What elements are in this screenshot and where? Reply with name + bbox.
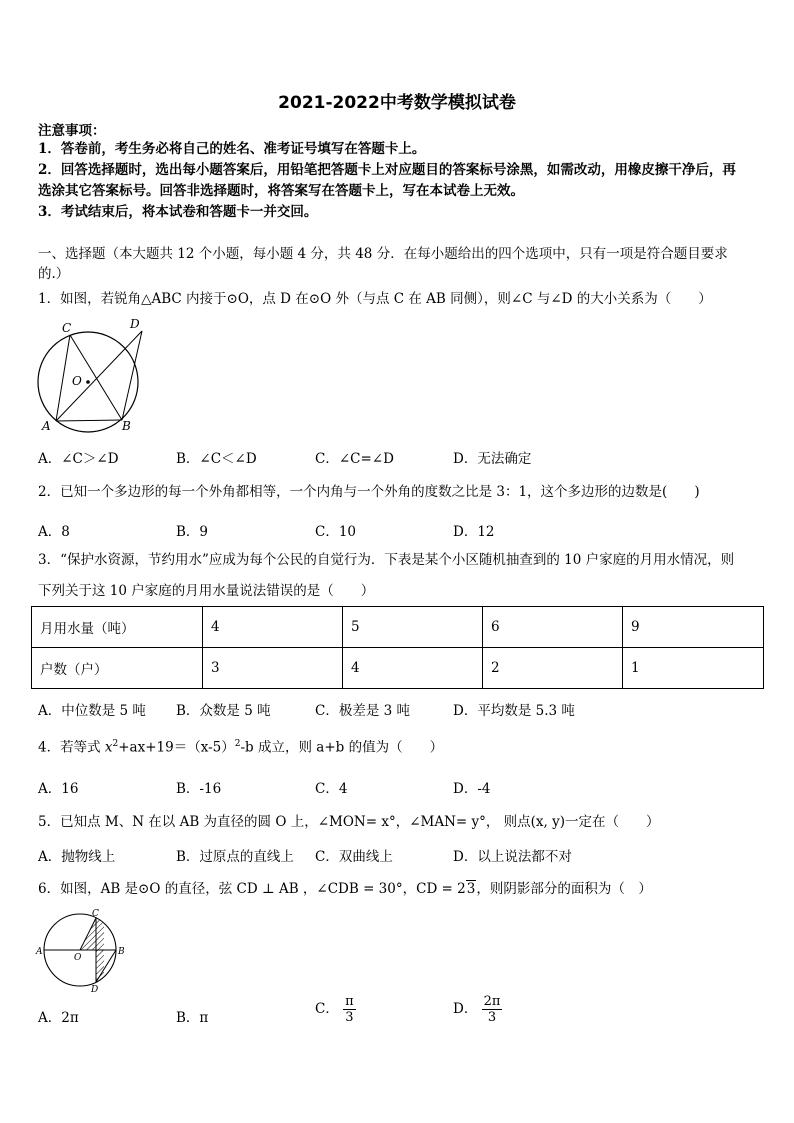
q1-stem: 1．如图，若锐角△ABC 内接于⊙O，点 D 在⊙O 外（与点 C 在 AB 同侧），则∠C 与∠D 的大小关系为（ ） xyxy=(38,291,712,307)
fraction-numerator: π xyxy=(345,994,354,1009)
q6-option-a: A．2π xyxy=(38,1010,79,1026)
q4-stem-var: x xyxy=(104,739,113,756)
q6-stem-part: ，则阴影部分的面积为（ ） xyxy=(476,881,652,897)
q2-option-a: A．8 xyxy=(38,524,70,540)
q5-stem: 5．已知点 M、N 在以 AB 为直径的圆 O 上，∠MON= x°，∠MAN= y°， 则点(x, y)一定在（ ） xyxy=(38,814,660,830)
fraction-denominator: 3 xyxy=(487,1010,497,1025)
table-cell: 9 xyxy=(623,607,764,648)
q3-stem-cont: 下列关于这 10 户家庭的月用水量说法错误的是（ ） xyxy=(38,583,375,599)
section-heading: 一、选择题（本大题共 12 个小题，每小题 4 分，共 48 分．在每小题给出的四个选项中，只有一项是符合题目要求 xyxy=(38,246,728,262)
q1-label-B: B xyxy=(122,419,131,433)
q6-option-b: B．π xyxy=(176,1010,209,1026)
q6-stem-part: 6．如图，AB 是⊙O 的直径，弦 CD ⊥ AB ，∠CDB = 30°，CD = 2 xyxy=(38,881,466,897)
table-cell-label: 月用水量（吨） xyxy=(32,607,203,648)
q6-option-c-fraction xyxy=(343,994,356,1025)
q6-label-A: A xyxy=(36,947,43,957)
q3-option-a: A．中位数是 5 吨 xyxy=(38,703,146,719)
exam-title: 2021-2022中考数学模拟试卷 xyxy=(278,93,516,113)
q4-option-b: B．-16 xyxy=(176,781,222,797)
notice-item-2: 2．回答选择题时，选出每小题答案后，用铅笔把答题卡上对应题目的答案标号涂黑，如需改动，用橡皮擦干净后，再 xyxy=(38,162,736,178)
q1-label-O: O xyxy=(72,374,82,388)
q6-label-B: B xyxy=(118,947,125,957)
q2-option-d: D．12 xyxy=(453,524,495,540)
q1-option-b: B．∠C＜∠D xyxy=(176,451,257,467)
q4-option-a: A．16 xyxy=(38,781,79,797)
q6-shade-upper xyxy=(80,918,104,950)
notice-heading: 注意事项： xyxy=(38,123,106,139)
notice-item-1: 1．答卷前，考生务必将自己的姓名、准考证号填写在答题卡上。 xyxy=(38,141,426,157)
section-heading-cont: 的.） xyxy=(38,266,70,282)
q6-stem xyxy=(38,878,652,900)
table-cell: 5 xyxy=(343,607,483,648)
q4-option-d: D．-4 xyxy=(453,781,491,797)
table-cell: 1 xyxy=(623,648,764,689)
q3-table xyxy=(31,606,764,689)
notice-item-2-cont: 选涂其它答案标号。回答非选择题时，将答案写在答题卡上，写在本试卷上无效。 xyxy=(38,183,524,199)
q3-stem: 3．“保护水资源，节约用水”应成为每个公民的自觉行为．下表是某个小区随机抽查到的 10 户家庭的月用水情况，则 xyxy=(38,552,735,568)
q6-figure xyxy=(34,906,128,994)
table-cell: 4 xyxy=(343,648,483,689)
q4-stem-part: +ax+19＝（x-5） xyxy=(118,739,235,756)
q1-figure xyxy=(34,316,150,434)
q2-option-b: B．9 xyxy=(176,524,209,540)
q6-option-d-prefix: D． xyxy=(453,1001,478,1017)
q4-stem-exp: 2 xyxy=(234,739,241,749)
q2-stem: 2．已知一个多边形的每一个外角都相等，一个内角与一个外角的度数之比是 3：1，这个多边形的边数是( ) xyxy=(38,484,700,500)
q6-option-c xyxy=(315,994,356,1025)
q1-option-c: C．∠C=∠D xyxy=(315,451,394,467)
q5-option-a: A．抛物线上 xyxy=(38,849,116,865)
q4-option-c: C．4 xyxy=(315,781,348,797)
table-cell: 2 xyxy=(483,648,623,689)
q6-label-D: D xyxy=(91,985,99,994)
q1-label-A: A xyxy=(42,419,51,433)
q1-option-d: D．无法确定 xyxy=(453,451,532,467)
fraction-numerator: 2π xyxy=(483,994,501,1009)
q6-option-d xyxy=(453,994,502,1025)
q1-option-a: A．∠C＞∠D xyxy=(38,451,119,467)
q5-option-c: C．双曲线上 xyxy=(315,849,393,865)
q1-center-dot xyxy=(86,380,90,384)
q3-option-b: B．众数是 5 吨 xyxy=(176,703,271,719)
notice-item-3: 3．考试结束后，将本试卷和答题卡一并交回。 xyxy=(38,204,318,220)
q4-stem-part: -b 成立，则 a+b 的值为（ ） xyxy=(240,739,444,756)
q6-option-c-prefix: C． xyxy=(315,1001,339,1017)
q1-label-D: D xyxy=(130,317,140,331)
q6-sqrt: 3 xyxy=(466,881,476,897)
q5-option-d: D．以上说法都不对 xyxy=(453,849,572,865)
table-row xyxy=(32,648,764,689)
fraction-denominator: 3 xyxy=(345,1010,354,1025)
q1-label-C: C xyxy=(62,321,72,335)
table-cell: 4 xyxy=(203,607,343,648)
table-cell-label: 户数（户） xyxy=(32,648,203,689)
table-cell: 3 xyxy=(203,648,343,689)
q6-label-C: C xyxy=(92,909,99,919)
q1-line-AB xyxy=(56,420,122,421)
q3-option-d: D．平均数是 5.3 吨 xyxy=(453,703,575,719)
q6-label-O: O xyxy=(74,953,82,963)
q3-option-c: C．极差是 3 吨 xyxy=(315,703,411,719)
q2-option-c: C．10 xyxy=(315,524,357,540)
q5-option-b: B．过原点的直线上 xyxy=(176,849,294,865)
table-cell: 6 xyxy=(483,607,623,648)
table-row xyxy=(32,607,764,648)
q6-option-d-fraction xyxy=(482,994,503,1025)
q4-stem-part: 4．若等式 xyxy=(38,739,105,756)
q4-stem-exp: 2 xyxy=(112,739,119,749)
q4-stem xyxy=(38,733,443,759)
